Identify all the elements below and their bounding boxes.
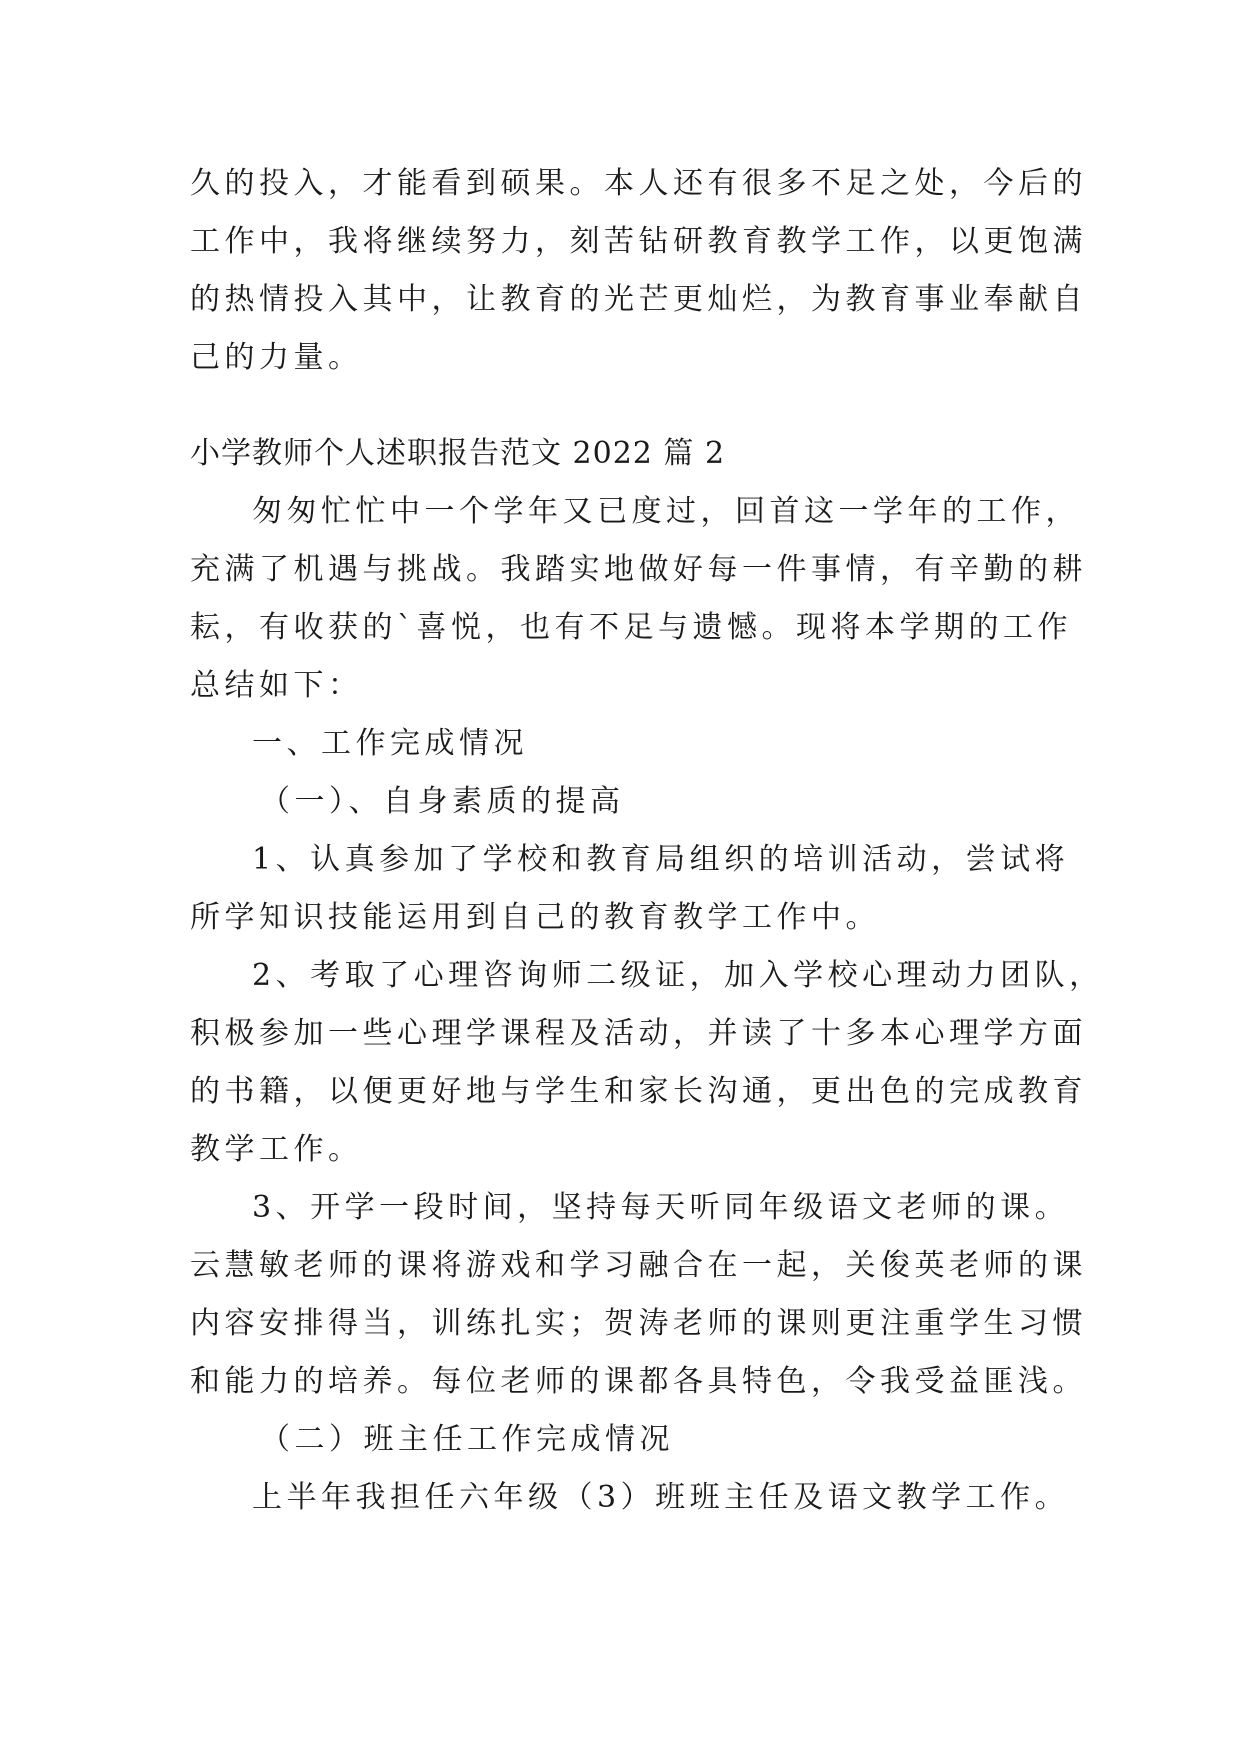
list-item-1 — [190, 831, 1070, 947]
subsection-title: （二）班主任工作完成情况 — [260, 1422, 674, 1457]
paragraph-line: 1、认真参加了学校和教育局组织的培训活动，尝试将 — [252, 842, 1070, 877]
paragraph-line: 匆匆忙忙中一个学年又已度过，回首这一学年的工作， — [252, 494, 1080, 529]
paragraph-line: 上半年我担任六年级（3）班班主任及语文教学工作。 — [252, 1480, 1070, 1515]
paragraph-line: 3、开学一段时间，坚持每天听同年级语文老师的课。 — [252, 1190, 1070, 1225]
paragraph-line: 充满了机遇与挑战。我踏实地做好每一件事情，有辛勤的耕 — [190, 552, 1087, 587]
paragraph-line: 耘，有收获的`喜悦，也有不足与遗憾。现将本学期的工作 — [190, 610, 1072, 645]
intro-paragraph — [190, 483, 1087, 715]
subsection-title: （一）、自身素质的提高 — [260, 784, 625, 819]
paragraph-line: 的书籍，以便更好地与学生和家长沟通，更出色的完成教育 — [190, 1074, 1087, 1109]
paragraph-line: 己的力量。 — [190, 340, 363, 375]
paragraph-line: 工作中，我将继续努力，刻苦钻研教育教学工作，以更饱满 — [190, 224, 1087, 259]
article-heading: 小学教师个人述职报告范文 2022 篇 2 — [190, 436, 726, 471]
paragraph-line: 2、考取了心理咨询师二级证，加入学校心理动力团队， — [252, 958, 1104, 993]
paragraph-line: 内容安排得当，训练扎实；贺涛老师的课则更注重学生习惯 — [190, 1306, 1087, 1341]
paragraph-line: 和能力的培养。每位老师的课都各具特色，令我受益匪浅。 — [190, 1364, 1087, 1399]
paragraph-line: 的热情投入其中，让教育的光芒更灿烂，为教育事业奉献自 — [190, 282, 1087, 317]
paragraph-line: 久的投入，才能看到硕果。本人还有很多不足之处，今后的 — [190, 166, 1087, 201]
paragraph-line: 云慧敏老师的课将游戏和学习融合在一起，关俊英老师的课 — [190, 1248, 1087, 1283]
paragraph-line: 总结如下： — [190, 668, 363, 703]
section-gap — [190, 387, 1070, 425]
list-item-2 — [190, 947, 1104, 1179]
document-page — [190, 155, 1104, 1527]
paragraph-line: 教学工作。 — [190, 1132, 363, 1167]
paragraph-line: 所学知识技能运用到自己的教育教学工作中。 — [190, 900, 880, 935]
continuation-paragraph — [190, 155, 1087, 387]
paragraph-line: 积极参加一些心理学课程及活动，并读了十多本心理学方面 — [190, 1016, 1087, 1051]
section-title: 一、工作完成情况 — [252, 726, 528, 761]
list-item-3 — [190, 1179, 1087, 1411]
